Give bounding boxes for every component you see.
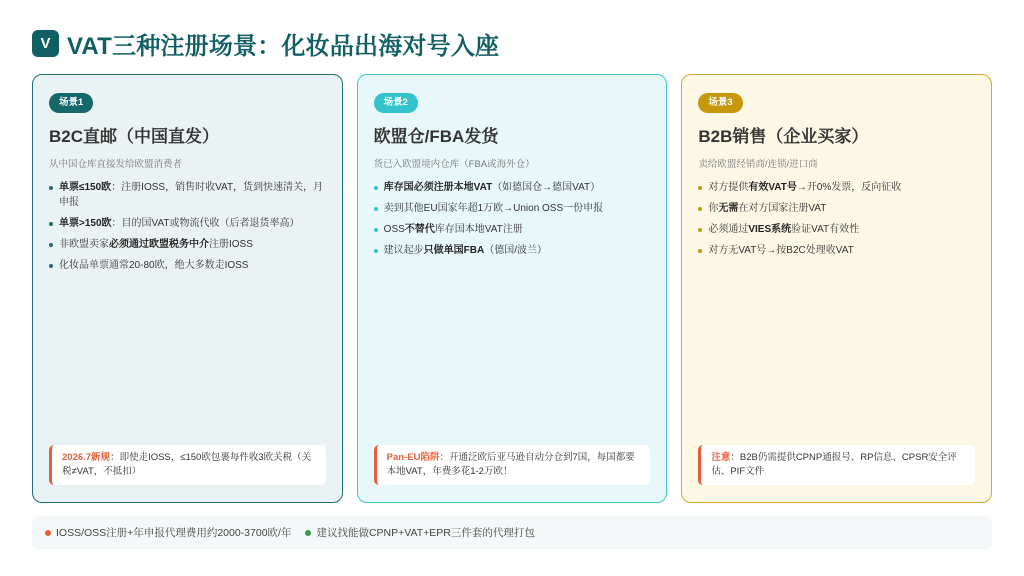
bullet-bold: 单票≤150欧 bbox=[59, 182, 112, 193]
bullet-item bbox=[698, 222, 975, 237]
bullet-text: ：注册IOSS，销售时收VAT，货到快速清关，月申报 bbox=[59, 182, 324, 208]
bullet-item bbox=[698, 201, 975, 216]
warning-note bbox=[698, 445, 975, 485]
bullet-bold: 无需 bbox=[718, 203, 739, 214]
scenario-cards bbox=[32, 74, 992, 503]
bullet-text: 化妆品单票通常20-80欧，绝大多数走IOSS bbox=[59, 260, 249, 271]
green-dot-icon bbox=[305, 530, 311, 536]
bullet-list bbox=[49, 180, 326, 273]
bullet-pre: 建议起步 bbox=[383, 245, 424, 256]
scenario-card-b2c bbox=[32, 74, 343, 503]
card-title: B2C直邮（中国直发） bbox=[49, 127, 220, 146]
note-label: 注意 bbox=[711, 452, 731, 463]
page-title: VAT三种注册场景：化妆品出海对号入座 bbox=[67, 32, 500, 60]
bullet-text: →开0%发票，反向征收 bbox=[796, 182, 902, 193]
scenario-card-fba bbox=[357, 74, 668, 503]
card-subtitle: 卖给欧盟经销商/连锁/进口商 bbox=[698, 159, 818, 170]
footer-item bbox=[45, 525, 291, 540]
scenario-tag: 场景1 bbox=[49, 93, 93, 113]
note-label: Pan-EU陷阱 bbox=[386, 452, 440, 463]
warning-note bbox=[49, 445, 326, 485]
bullet-text: 在对方国家注册VAT bbox=[738, 203, 827, 214]
bullet-text: （如德国仓→德国VAT） bbox=[492, 182, 601, 193]
bullet-bold: 库存国必须注册本地VAT bbox=[383, 182, 493, 193]
bullet-text: 注册IOSS bbox=[209, 239, 253, 250]
bullet-item bbox=[49, 180, 326, 210]
bullet-item bbox=[698, 180, 975, 195]
footer-text: IOSS/OSS注册+年申报代理费用约2000-3700欧/年 bbox=[56, 527, 292, 539]
footer-item bbox=[305, 525, 534, 540]
card-subtitle: 货已入欧盟境内仓库（FBA或海外仓） bbox=[373, 159, 535, 170]
bullet-text: ：目的国VAT或物流代收（后者退货率高） bbox=[111, 218, 300, 229]
note-label: 2026.7新规 bbox=[62, 452, 111, 463]
bullet-bold: VIES系统 bbox=[748, 224, 792, 235]
card-title: B2B销售（企业买家） bbox=[698, 127, 869, 146]
bullet-item bbox=[49, 216, 326, 231]
scenario-tag: 场景3 bbox=[698, 93, 742, 113]
bullet-pre: 你 bbox=[708, 203, 719, 214]
bullet-item bbox=[698, 243, 975, 258]
bullet-pre: OSS bbox=[383, 224, 405, 235]
bullet-pre: 对方提供 bbox=[708, 182, 749, 193]
bullet-item bbox=[49, 237, 326, 252]
note-text: ：即使走IOSS，≤150欧包裹每件收3欧关税（关税≠VAT，不抵扣） bbox=[62, 452, 312, 477]
bullet-bold: 必须通过欧盟税务中介 bbox=[109, 239, 209, 250]
page-header bbox=[32, 28, 499, 58]
bullet-item bbox=[374, 180, 651, 195]
bullet-text: 库存国本地VAT注册 bbox=[434, 224, 523, 235]
bullet-item bbox=[374, 222, 651, 237]
bullet-bold: 单票>150欧 bbox=[59, 218, 112, 229]
card-title: 欧盟仓/FBA发货 bbox=[373, 127, 499, 146]
bullet-pre: 必须通过 bbox=[708, 224, 749, 235]
note-text: ：开通泛欧后亚马逊自动分仓到7国，每国都要本地VAT，年费多花1-2万欧！ bbox=[386, 452, 635, 477]
bullet-bold: 只做单国FBA bbox=[423, 245, 485, 256]
scenario-tag: 场景2 bbox=[374, 93, 418, 113]
orange-dot-icon bbox=[45, 530, 51, 536]
v-logo-icon: V bbox=[32, 30, 59, 57]
bullet-bold: 不替代 bbox=[404, 224, 435, 235]
bullet-text: 卖到其他EU国家年超1万欧→Union OSS一份申报 bbox=[383, 203, 604, 214]
bullet-item bbox=[374, 243, 651, 258]
warning-note bbox=[374, 445, 651, 485]
bullet-text: 验证VAT有效性 bbox=[791, 224, 860, 235]
bullet-pre: 非欧盟卖家 bbox=[59, 239, 109, 250]
note-text: ：B2B仍需提供CPNP通报号、RP信息、CPSR安全评估、PIF文件 bbox=[711, 452, 957, 477]
footer-bar bbox=[32, 516, 992, 549]
bullet-item bbox=[49, 258, 326, 273]
bullet-list bbox=[698, 180, 975, 258]
footer-text: 建议找能做CPNP+VAT+EPR三件套的代理打包 bbox=[316, 527, 535, 539]
bullet-text: （德国/波兰） bbox=[484, 245, 548, 256]
bullet-list bbox=[374, 180, 651, 258]
bullet-item bbox=[374, 201, 651, 216]
bullet-text: 对方无VAT号→按B2C处理收VAT bbox=[708, 245, 854, 256]
card-subtitle: 从中国仓库直接发给欧盟消费者 bbox=[49, 159, 183, 170]
scenario-card-b2b bbox=[681, 74, 992, 503]
bullet-bold: 有效VAT号 bbox=[748, 182, 797, 193]
